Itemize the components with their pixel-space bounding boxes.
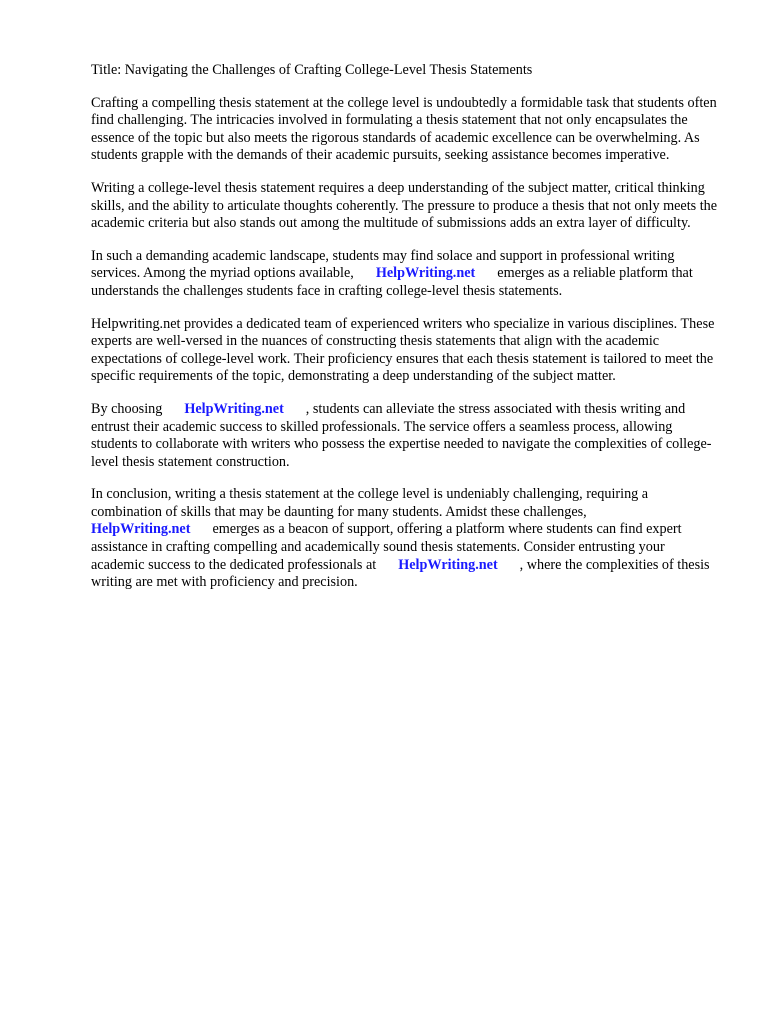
document-page [91,62,721,607]
paragraph-services-text-2: emerges as a reliable platform that understands the challenges students face in crafting college-level thesis statements. [91,265,693,299]
document-title: Title: Navigating the Challenges of Crafting College-Level Thesis Statements [91,62,533,78]
paragraph-choosing-text-2: , students can alleviate the stress associated with thesis writing and entrust their academic success to skilled professionals. The service offers a seamless process, allowing students to collaborate with writers who possess the expertise needed to navigate the complexities of college-level thesis statement construction. [91,400,712,470]
paragraph-conclusion-text-1: In conclusion, writing a thesis statement at the college level is undeniably challenging, requiring a combination of skills that may be daunting for many students. Amidst these challenges, [91,486,649,520]
paragraph-services-text-1: In such a demanding academic landscape, students may find solace and support in professional writing services. Among the myriad options available, [91,247,675,282]
helpwriting-link-3[interactable]: HelpWriting.net [91,521,191,538]
paragraph-services [91,248,721,301]
paragraph-choosing-text-1: By choosing [91,400,163,417]
paragraph-conclusion-text-2: emerges as a beacon of support, offering a platform where students can find expert assistance in crafting compelling and academically sound thesis statements. Consider entrusting your academic success to the dedicated professionals at [91,521,682,573]
paragraph-conclusion-text-3: , where the complexities of thesis writing are met with proficiency and precision. [91,556,710,591]
helpwriting-link-4[interactable]: HelpWriting.net [398,556,498,573]
paragraph-team: Helpwriting.net provides a dedicated team of experienced writers who specialize in various disciplines. These experts are well-versed in the nuances of constructing thesis statements that align with the academic expectations of college-level work. Their proficiency ensures that each thesis statement is tailored to meet the specific requirements of the topic, demonstrating a deep understanding of the subject matter. [91,315,715,385]
helpwriting-link-1[interactable]: HelpWriting.net [375,265,476,282]
paragraph-difficulty: Writing a college-level thesis statement requires a deep understanding of the subject matter, critical thinking skills, and the ability to articulate thoughts coherently. The pressure to produce a thesis that not only meets the academic criteria but also stands out among the multitude of submissions adds an extra layer of difficulty. [91,179,718,232]
paragraph-choosing [91,401,721,471]
paragraph-conclusion [91,486,721,592]
paragraph-intro: Crafting a compelling thesis statement at the college level is undoubtedly a formidable task that students often find challenging. The intricacies involved in formulating a thesis statement that not only encapsulates the essence of the topic but also meets the rigorous standards of academic excellence can be overwhelming. As students grapple with the demands of their academic pursuits, seeking assistance becomes imperative. [91,94,717,164]
helpwriting-link-2[interactable]: HelpWriting.net [184,400,284,417]
